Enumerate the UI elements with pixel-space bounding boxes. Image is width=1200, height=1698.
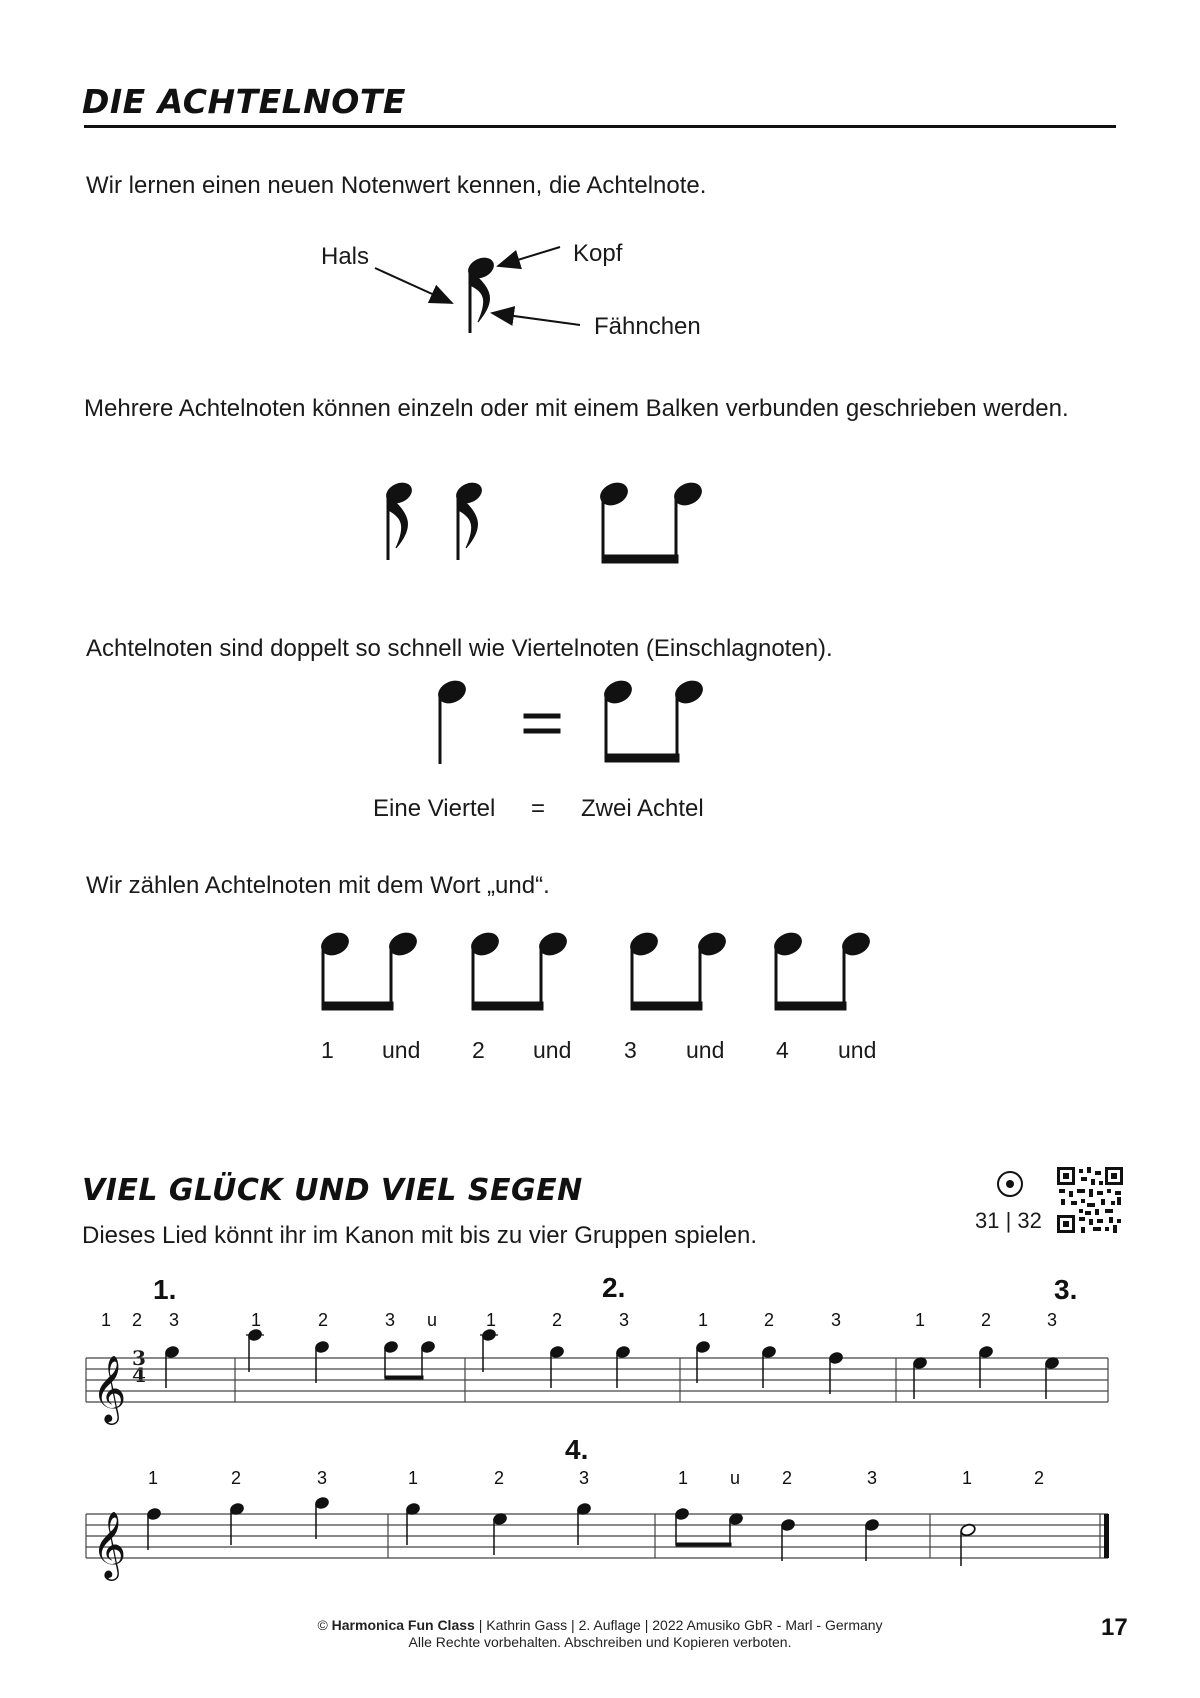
label-flag: Fähnchen [594,313,701,340]
count-and-4: und [838,1037,877,1063]
beat-count: 2 [132,1310,143,1330]
treble-clef-icon: 𝄞 [92,1354,127,1422]
beat-count: 3 [385,1310,396,1330]
beat-count: 3 [619,1310,630,1330]
label-neck: Hals [321,243,370,270]
voice-mark-1: 1. [153,1274,177,1305]
count-3: 3 [624,1037,637,1063]
beat-count: 2 [494,1468,505,1488]
time-signature-top: 3 [132,1346,146,1370]
footer-line-1 [200,1617,1000,1634]
footer [200,1617,1000,1651]
treble-clef-icon: 𝄞 [92,1510,127,1578]
staff-1-notes [164,1328,1060,1399]
count-and-2: und [533,1037,572,1063]
label-head: Kopf [573,240,623,267]
beat-count: u [427,1310,438,1330]
voice-mark-2: 2. [602,1272,626,1303]
beat-count: 1 [678,1468,689,1488]
song-title: VIEL GLÜCK UND VIEL SEGEN [82,1173,583,1208]
equation-right: Zwei Achtel [581,795,704,822]
beat-count: 3 [867,1468,878,1488]
beat-count: 1 [915,1310,926,1330]
count-1: 1 [321,1037,334,1063]
staff-2 [86,1514,1109,1558]
beat-count: u [730,1468,741,1488]
beat-count: 1 [251,1310,262,1330]
beat-count: 1 [962,1468,973,1488]
beam-text: Mehrere Achtelnoten können einzeln oder mit einem Balken verbunden geschrieben werden. [84,395,1069,422]
beat-count: 3 [169,1310,180,1330]
staff-1 [86,1358,1108,1402]
footer-line-2: Alle Rechte vorbehalten. Abschreiben und Kopieren verboten. [408,1634,792,1650]
beat-count: 2 [981,1310,992,1330]
count-4: 4 [776,1037,789,1063]
count-text: Wir zählen Achtelnoten mit dem Wort „und“. [86,872,550,899]
beat-count: 2 [552,1310,563,1330]
beat-count: 3 [1047,1310,1058,1330]
beat-count: 3 [831,1310,842,1330]
beat-count: 2 [318,1310,329,1330]
footer-brand: Harmonica Fun Class [331,1617,475,1633]
copyright-symbol: © [317,1617,328,1633]
voice-mark-4: 4. [565,1434,589,1465]
song-subtitle: Dieses Lied könnt ihr im Kanon mit bis zu vier Gruppen spielen. [82,1222,757,1249]
track-numbers: 31 | 32 [975,1208,1042,1233]
beat-count: 2 [1034,1468,1045,1488]
beat-count: 2 [764,1310,775,1330]
equation-equals: = [531,795,546,822]
beat-count: 1 [408,1468,419,1488]
beat-count: 1 [486,1310,497,1330]
beat-count: 1 [148,1468,159,1488]
count-2: 2 [472,1037,485,1063]
count-and-3: und [686,1037,725,1063]
intro-text: Wir lernen einen neuen Notenwert kennen, die Achtelnote. [86,172,707,199]
beat-count: 2 [231,1468,242,1488]
section-title: DIE ACHTELNOTE [82,82,406,121]
equation-left: Eine Viertel [373,795,496,822]
beat-count: 1 [698,1310,709,1330]
beat-count: 1 [101,1310,112,1330]
staff-2-notes [146,1496,976,1566]
beat-count: 3 [317,1468,328,1488]
footer-details: | Kathrin Gass | 2. Auflage | 2022 Amusiko GbR - Marl - Germany [478,1617,883,1633]
count-and-1: und [382,1037,421,1063]
voice-mark-3: 3. [1054,1274,1078,1305]
page-number: 17 [1101,1614,1128,1641]
speed-text: Achtelnoten sind doppelt so schnell wie Viertelnoten (Einschlagnoten). [86,635,833,662]
beat-count: 2 [782,1468,793,1488]
time-signature-bottom: 4 [132,1363,146,1387]
beat-count: 3 [579,1468,590,1488]
